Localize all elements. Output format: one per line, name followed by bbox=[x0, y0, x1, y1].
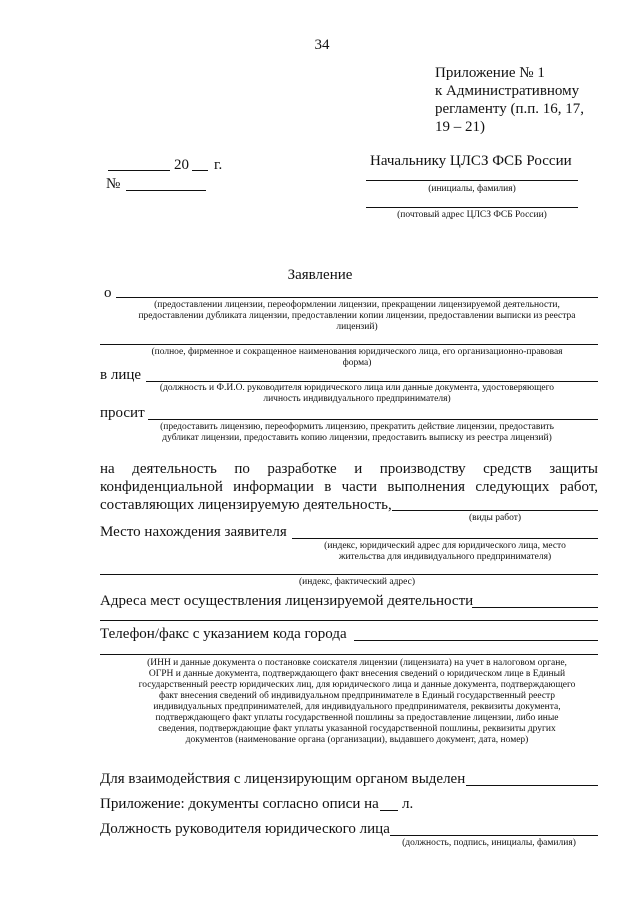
attachment-suffix: л. bbox=[402, 796, 414, 812]
asks-line[interactable] bbox=[148, 419, 598, 420]
attachment-pages-line[interactable] bbox=[380, 810, 398, 811]
activity-paragraph: на деятельность по разработке и производству средств защиты конфиденциальной информации в части выполнения следующих работ, bbox=[100, 461, 598, 495]
about-caption: (предоставлении лицензии, переоформлении лицензии, прекращении лицензируемой деятельности, предоставлении дубликата лицензии, предоставлении копии лицензии, предоставлении выписки из реестра лицензий) bbox=[138, 300, 576, 332]
name-line[interactable] bbox=[100, 344, 598, 345]
actual-line[interactable] bbox=[100, 574, 598, 575]
asks-caption: (предоставить лицензию, переоформить лицензию, прекратить действие лицензии, предоставить дубликат лицензии, предоставить копию лицензии, предоставить выписку из реестра лицензий) bbox=[160, 422, 554, 443]
head-caption: (должность, подпись, инициалы, фамилия) bbox=[402, 838, 576, 848]
places-label: Адреса мест осуществления лицензируемой деятельности bbox=[100, 593, 474, 609]
appendix-block bbox=[435, 64, 635, 136]
interaction-label: Для взаимодействия с лицензирующим органом выделен bbox=[100, 771, 466, 787]
appendix-line: Приложение № 1 bbox=[435, 65, 545, 81]
number-blank[interactable] bbox=[126, 190, 206, 191]
works-caption: (виды работ) bbox=[468, 513, 522, 523]
addressee-caption: (инициалы, фамилия) bbox=[428, 184, 516, 194]
document-heading: Заявление bbox=[287, 267, 353, 283]
addressee-caption: (почтовый адрес ЦЛСЗ ФСБ России) bbox=[397, 210, 547, 220]
phone-line-2[interactable] bbox=[100, 654, 598, 655]
appendix-line: 19 – 21) bbox=[435, 119, 485, 135]
addressee-title: Начальнику ЦЛСЗ ФСБ России bbox=[370, 153, 572, 169]
name-caption: (полное, фирменное и сокращенное наименования юридического лица, его организационно-правовая форма) bbox=[151, 347, 563, 368]
location-label: Место нахождения заявителя bbox=[100, 524, 287, 540]
date-year: 20 bbox=[174, 157, 189, 173]
location-caption: (индекс, юридический адрес для юридического лица, место жительства для индивидуального предпринимателя) bbox=[324, 541, 566, 562]
date-blank[interactable] bbox=[108, 170, 170, 171]
addressee-line[interactable] bbox=[366, 180, 578, 181]
actual-caption: (индекс, фактический адрес) bbox=[298, 577, 416, 587]
location-line[interactable] bbox=[292, 538, 598, 539]
places-line-2[interactable] bbox=[100, 620, 598, 621]
works-line[interactable] bbox=[392, 510, 598, 511]
phone-line[interactable] bbox=[354, 640, 598, 641]
asks-label: просит bbox=[100, 405, 145, 421]
date-year-blank[interactable] bbox=[192, 170, 208, 171]
page-number: 34 bbox=[314, 37, 330, 53]
about-label: о bbox=[104, 285, 112, 301]
head-label: Должность руководителя юридического лица bbox=[100, 821, 390, 837]
date-suffix: г. bbox=[214, 157, 223, 173]
phone-label: Телефон/факс с указанием кода города bbox=[100, 626, 347, 642]
interaction-line[interactable] bbox=[466, 785, 598, 786]
appendix-line: регламенту (п.п. 16, 17, bbox=[435, 101, 585, 117]
addressee-line[interactable] bbox=[366, 207, 578, 208]
attachment-label: Приложение: документы согласно описи на bbox=[100, 796, 379, 812]
activity-last-line: составляющих лицензируемую деятельность, bbox=[100, 497, 392, 513]
places-line[interactable] bbox=[472, 607, 598, 608]
inn-caption: (ИНН и данные документа о постановке соискателя лицензии (лицензиата) на учет в налоговом органе, ОГРН и данные документа, подтверждающего факт внесения сведений о юридическом лице в Единый государственный реестр юридических лиц, для юридического лица и данные документа, подтверждающего факт внесения сведений об индивидуальном предпринимателе в Единый государственный реестр индивидуальных предпринимателей, для индивидуального предпринимателя, реквизиты документа, подтверждающего факт уплаты государственной пошлины за предоставление лицензии, либо иные сведения, подтверждающие факт уплаты указанной государственной пошлины, реквизиты других документов (наименование органа (организации), выдавшего документ, дата, номер) bbox=[138, 658, 576, 745]
appendix-line: к Административному bbox=[435, 83, 580, 99]
number-sign: № bbox=[106, 176, 121, 192]
about-line[interactable] bbox=[116, 297, 598, 298]
face-line[interactable] bbox=[146, 381, 598, 382]
face-caption: (должность и Ф.И.О. руководителя юридического лица или данные документа, удостоверяющего личность индивидуального предпринимателя) bbox=[159, 383, 555, 404]
head-line[interactable] bbox=[390, 835, 598, 836]
face-label: в лице bbox=[100, 367, 142, 383]
